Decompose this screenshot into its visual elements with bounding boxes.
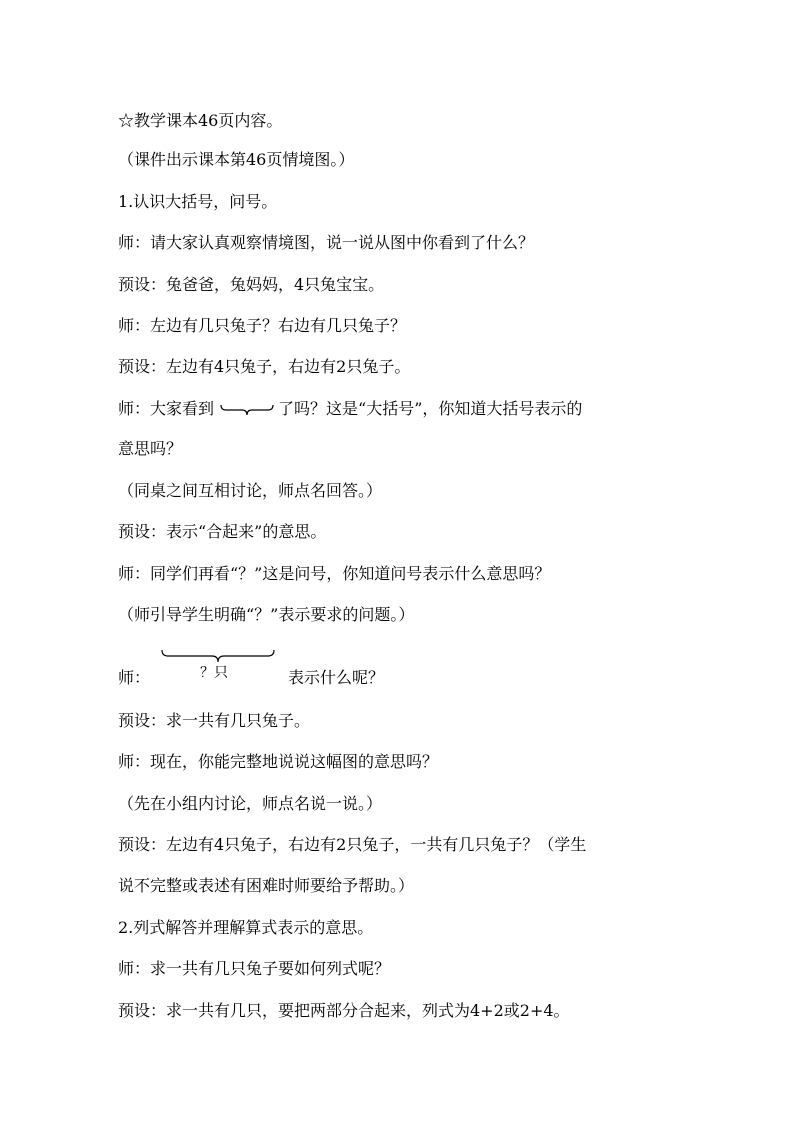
section-heading-textbook: ☆教学课本46页内容。 bbox=[118, 111, 283, 130]
note-group-discuss: （先在小组内讨论，师点名说一说。） bbox=[118, 794, 383, 813]
preset-answer-rabbits: 预设：兔爸爸，兔妈妈，4只兔宝宝。 bbox=[118, 275, 385, 294]
curly-brace-icon bbox=[220, 403, 274, 417]
teacher-label: 师： bbox=[118, 668, 151, 687]
preset-answer-full: 预设：左边有4只兔子，右边有2只兔子，一共有几只兔子？（学生 bbox=[118, 835, 587, 854]
teacher-line-formula: 师：求一共有几只兔子要如何列式呢？ bbox=[118, 959, 391, 978]
preset-answer-left-right: 预设：左边有4只兔子，右边有2只兔子。 bbox=[118, 357, 411, 376]
teacher-line-brace-after: 了吗？这是“大括号”，你知道大括号表示的 bbox=[278, 399, 583, 418]
preset-answer-combine: 预设：表示“合起来”的意思。 bbox=[118, 522, 327, 541]
step-1-heading: 1.认识大括号，问号。 bbox=[118, 192, 278, 211]
note-courseware: （课件出示课本第46页情境图。） bbox=[118, 150, 355, 169]
teacher-line-observe: 师：请大家认真观察情境图，说一说从图中你看到了什么？ bbox=[118, 233, 535, 252]
preset-answer-total: 预设：求一共有几只兔子。 bbox=[118, 711, 311, 730]
teacher-line-brace-cont: 意思吗？ bbox=[118, 439, 183, 458]
preset-answer-formula: 预设：求一共有几只，要把两部分合起来，列式为4+2或2+4。 bbox=[118, 1001, 570, 1020]
teacher-line-brace bbox=[118, 399, 718, 419]
note-discussion: （同桌之间互相讨论，师点名回答。） bbox=[118, 481, 383, 500]
preset-answer-full-cont: 说不完整或表述有困难时师要给予帮助。） bbox=[118, 876, 415, 895]
brace-question-label: ？只 bbox=[200, 665, 228, 681]
note-question-mark: （师引导学生明确“？”表示要求的问题。） bbox=[118, 605, 415, 624]
teacher-line-left-right: 师：左边有几只兔子？右边有几只兔子？ bbox=[118, 316, 407, 335]
teacher-line-brace-before: 师：大家看到 bbox=[118, 399, 215, 418]
teacher-line-what-means: 表示什么呢？ bbox=[288, 668, 385, 687]
teacher-line-question-mark: 师：同学们再看“？”这是问号，你知道问号表示什么意思吗？ bbox=[118, 564, 551, 583]
teacher-line-complete: 师：现在，你能完整地说说这幅图的意思吗？ bbox=[118, 752, 439, 771]
step-2-heading: 2.列式解答并理解算式表示的意思。 bbox=[118, 918, 374, 937]
